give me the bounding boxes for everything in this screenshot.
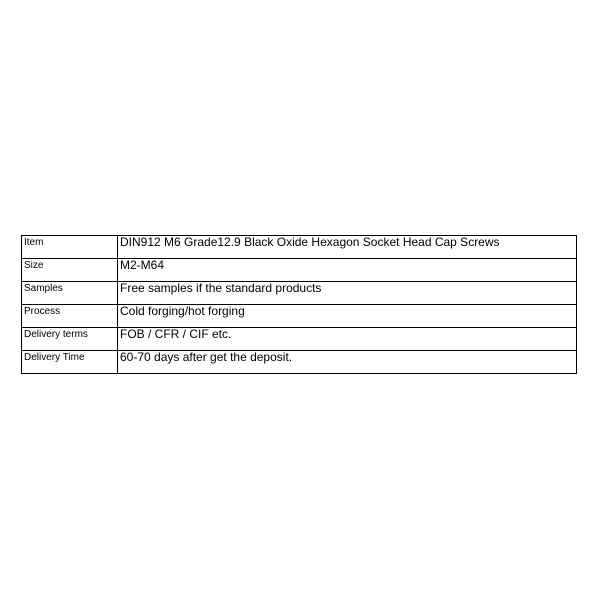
row-label: Item	[22, 236, 118, 259]
row-label: Delivery terms	[22, 328, 118, 351]
row-label: Size	[22, 259, 118, 282]
spec-table	[21, 235, 577, 374]
table-row	[22, 328, 577, 351]
row-label: Process	[22, 305, 118, 328]
table-row	[22, 305, 577, 328]
row-value: DIN912 M6 Grade12.9 Black Oxide Hexagon Socket Head Cap Screws	[118, 236, 577, 259]
row-value: 60-70 days after get the deposit.	[118, 351, 577, 374]
row-value: Free samples if the standard products	[118, 282, 577, 305]
table-row	[22, 236, 577, 259]
table-row	[22, 259, 577, 282]
row-value: M2-M64	[118, 259, 577, 282]
row-value: FOB / CFR / CIF etc.	[118, 328, 577, 351]
table-row	[22, 282, 577, 305]
table-row	[22, 351, 577, 374]
row-value: Cold forging/hot forging	[118, 305, 577, 328]
row-label: Delivery Time	[22, 351, 118, 374]
row-label: Samples	[22, 282, 118, 305]
